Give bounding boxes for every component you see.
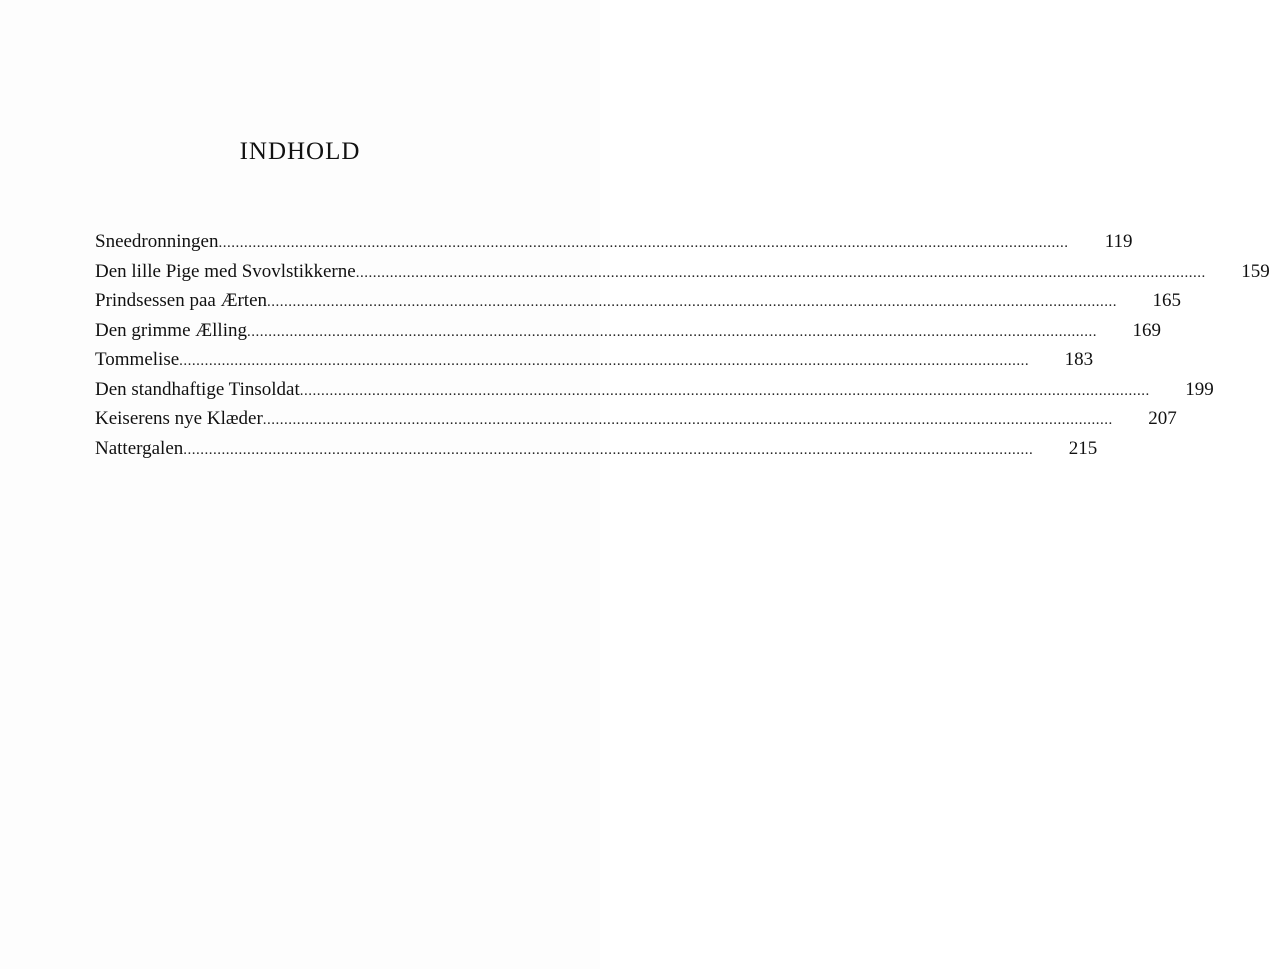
toc-entry-page: 183 <box>1064 349 1094 370</box>
toc-entry-page: 199 <box>1185 378 1214 400</box>
toc-entry-page: 169 <box>1132 319 1161 341</box>
toc-leader-dots: ........................................................................................................................................................................................................ <box>183 441 1034 458</box>
toc-entry-title: Nattergalen <box>95 437 184 459</box>
toc-leader-dots: ........................................................................................................................................................................................................ <box>179 353 1030 369</box>
toc-entry-page: 207 <box>1148 408 1177 429</box>
toc-entry-title: Den lille Pige med Svovlstikkerne <box>95 260 356 282</box>
toc-entry-title: Den grimme Ælling <box>95 319 247 341</box>
toc-entry <box>95 345 1094 375</box>
toc-entry <box>95 257 1270 287</box>
toc-entry-page: 215 <box>1068 437 1098 459</box>
toc-entry-page: 165 <box>1152 290 1182 311</box>
toc-entry <box>95 286 1182 316</box>
toc-leader-dots: ........................................................................................................................................................................................................ <box>299 382 1150 399</box>
toc-leader-dots: ........................................................................................................................................................................................................ <box>218 235 1069 251</box>
table-of-contents <box>95 227 1270 463</box>
toc-leader-dots: ........................................................................................................................................................................................................ <box>355 264 1206 281</box>
toc-entry-title: Prindsessen paa Ærten <box>95 290 268 311</box>
toc-entry <box>95 227 1133 257</box>
toc-entry <box>95 404 1177 434</box>
page-title: INDHOLD <box>239 138 361 165</box>
toc-entry-title: Sneedronningen <box>95 231 219 252</box>
toc-entry-page: 119 <box>1104 231 1133 252</box>
toc-entry-title: Den standhaftige Tinsoldat <box>95 378 300 400</box>
toc-entry <box>95 434 1098 464</box>
toc-leader-dots: ........................................................................................................................................................................................................ <box>267 294 1118 310</box>
toc-entry <box>95 316 1161 346</box>
toc-entry-title: Keiserens nye Klæder <box>95 408 263 429</box>
toc-entry <box>95 375 1214 405</box>
toc-leader-dots: ........................................................................................................................................................................................................ <box>262 412 1113 428</box>
toc-leader-dots: ........................................................................................................................................................................................................ <box>246 323 1097 340</box>
toc-entry-title: Tommelise <box>95 349 180 370</box>
toc-entry-page: 159 <box>1241 260 1270 282</box>
